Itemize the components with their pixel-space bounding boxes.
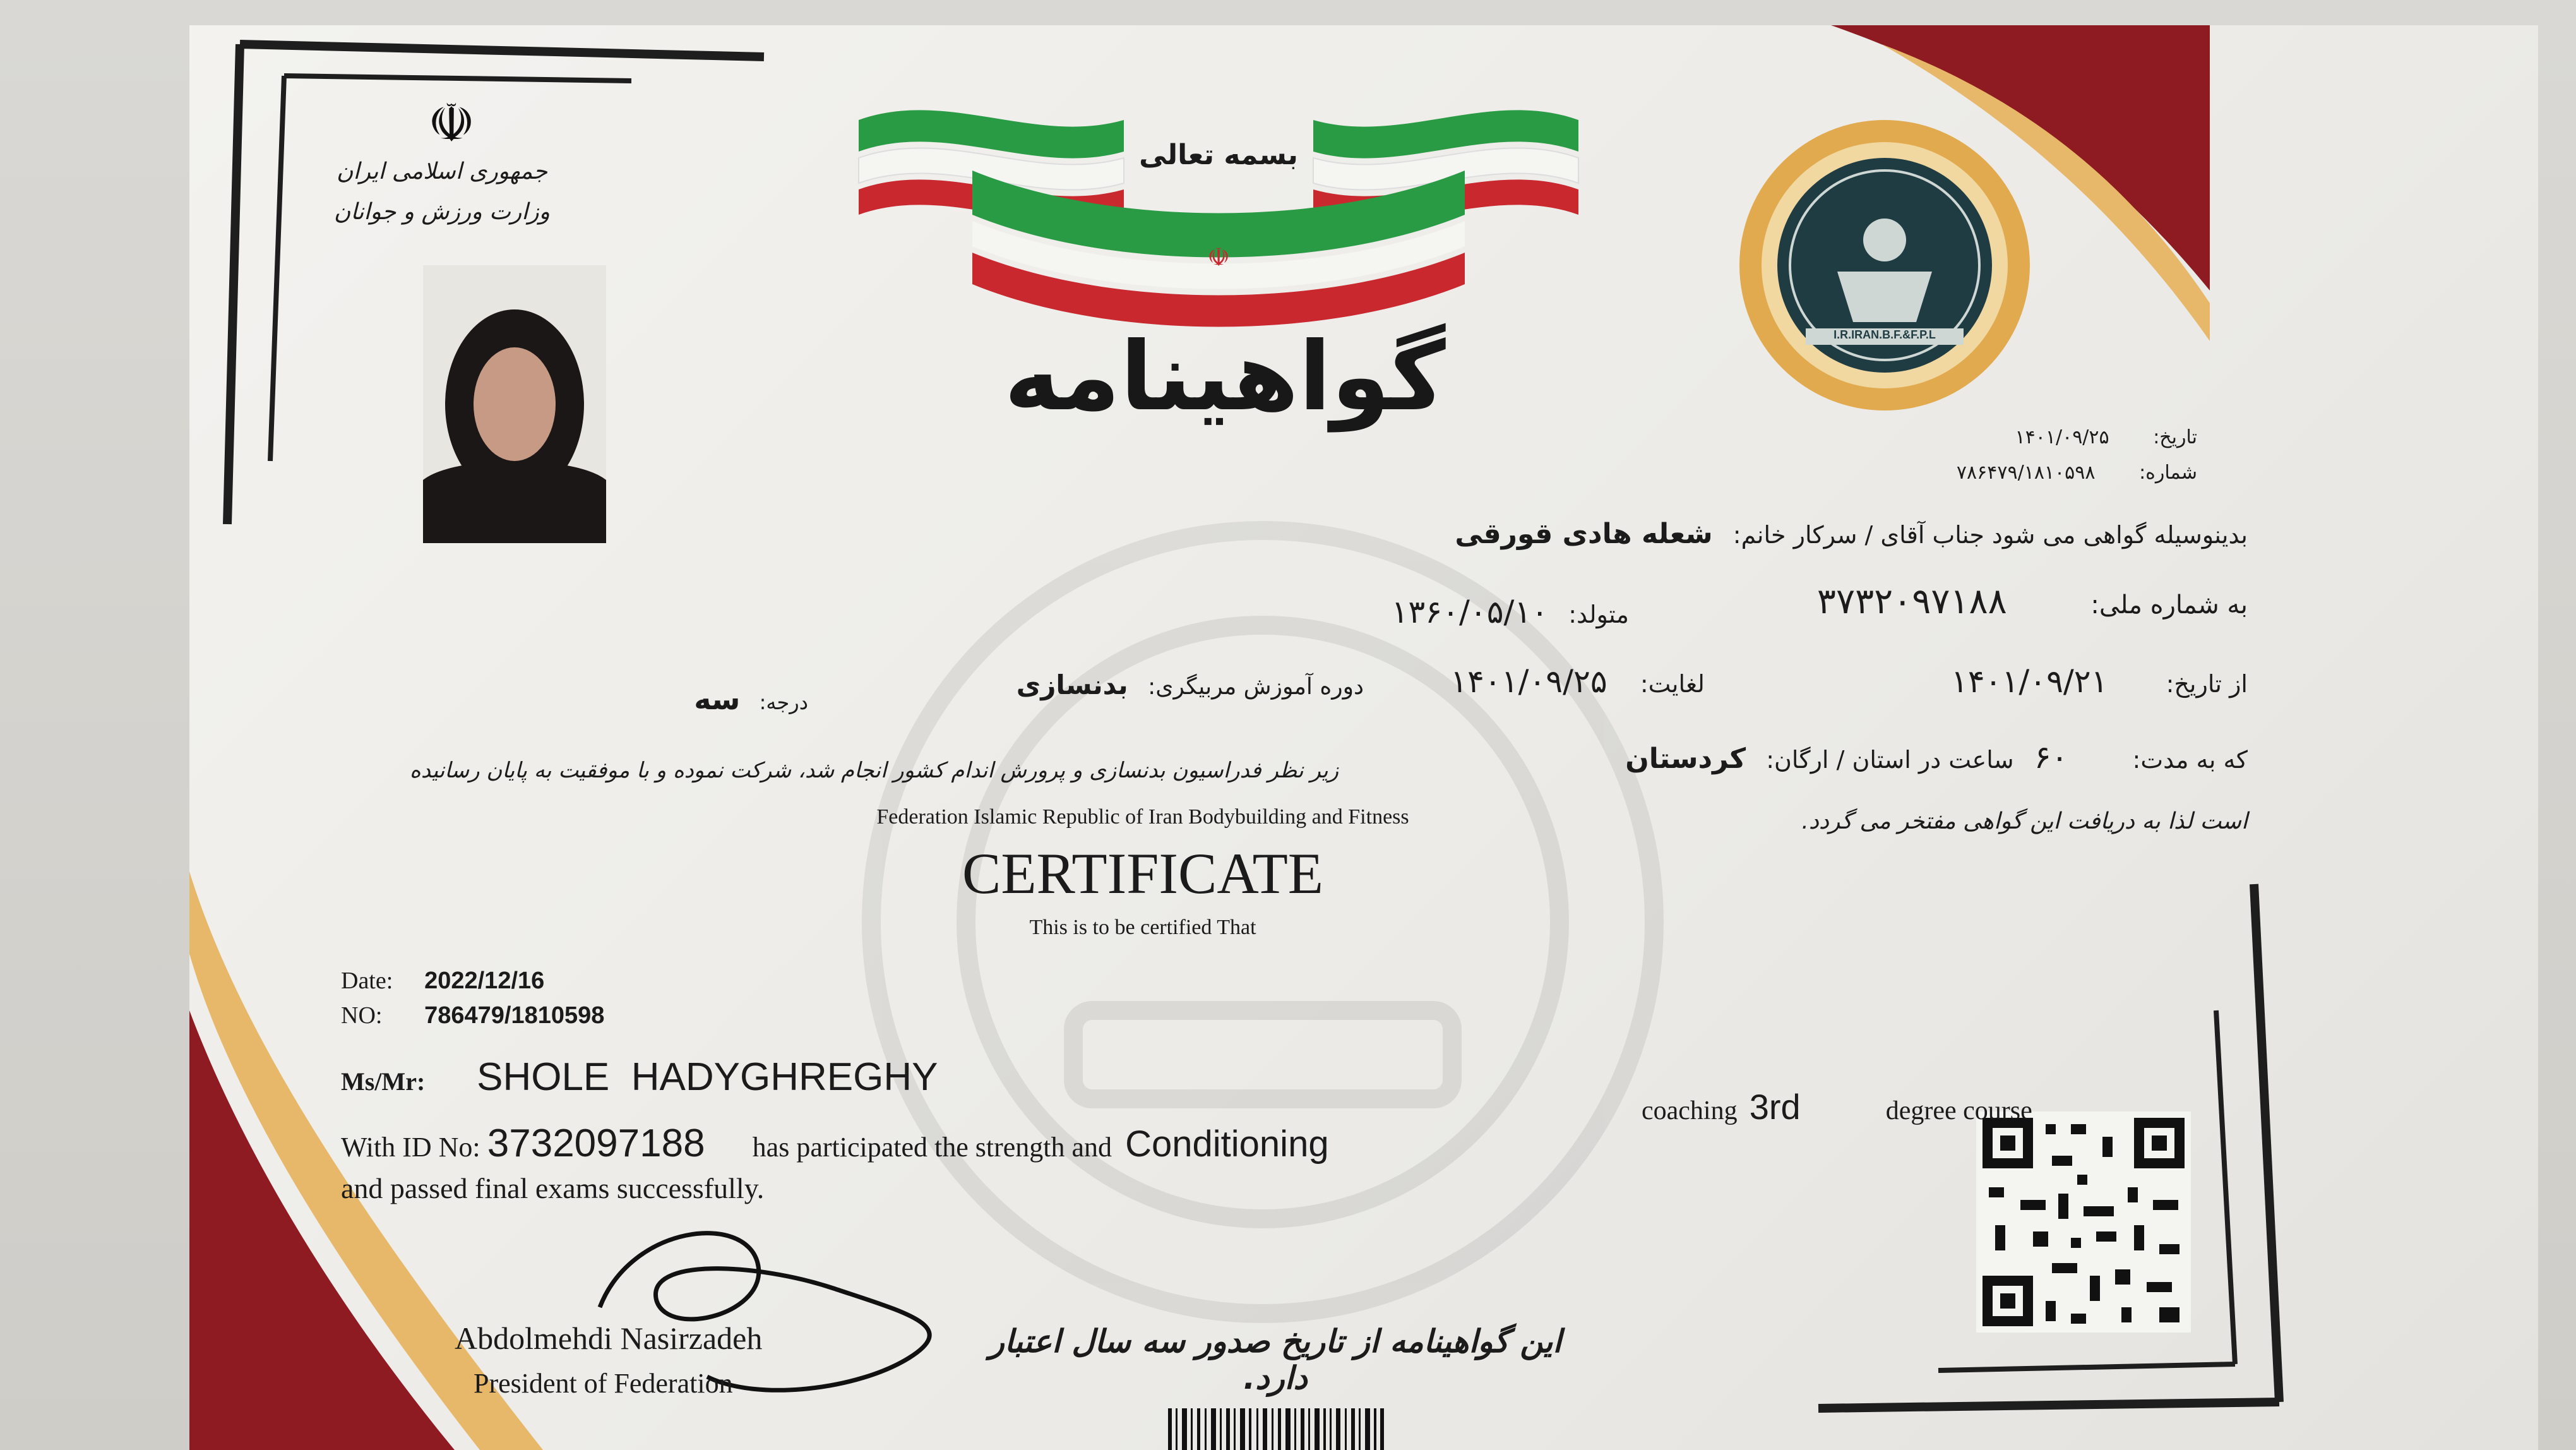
body-fa-id (1705, 581, 2248, 622)
signatory-title: President of Federation (474, 1368, 733, 1399)
body-fa-closing: است لذا به دریافت این گواهی مفتخر می گردد. (1801, 808, 2248, 834)
ministry-heading (316, 152, 568, 232)
degree-course-en: degree course (1885, 1096, 2032, 1125)
meta-date-value: ۱۴۰۱/۰۹/۲۵ (2015, 426, 2109, 448)
signature-scribble (600, 1233, 929, 1391)
body-fa-born (1174, 594, 1629, 630)
qr-code-icon[interactable] (1976, 1111, 2191, 1333)
degree-value-fa: سه (694, 682, 741, 716)
certificate-paper (189, 25, 2538, 1450)
province-fa: کردستان (1625, 743, 1746, 775)
meta-number-label: شماره: (2139, 462, 2197, 484)
meta-number-value: ۷۸۶۴۷۹/۱۸۱۰۵۹۸ (1956, 462, 2096, 484)
body-fa-supervision: زیر نظر فدراسیون بدنسازی و پرورش اندام کشور انجام شد، شرکت نموده و با موفقیت به پایان رسانیده (409, 758, 1339, 783)
participated-text-en: has participated the strength and (752, 1132, 1112, 1163)
degree-label-fa: درجه: (759, 690, 808, 714)
course-label-fa: دوره آموزش مربیگری: (1148, 674, 1364, 700)
portrait-photo (423, 265, 606, 543)
certificate-title-en: CERTIFICATE (962, 841, 1324, 906)
id-label-en: With ID No: (341, 1132, 480, 1163)
validity-note-fa: این گواهینامه از تاریخ صدور سه سال اعتبار دارد. (989, 1323, 1562, 1396)
duration-value-fa: ۶۰ (2034, 739, 2068, 776)
born-label-fa: متولد: (1568, 601, 1629, 628)
id-label-fa: به شماره ملی: (2090, 590, 2248, 620)
date-label-en: Date: (341, 968, 393, 994)
degree-value-en: 3rd (1749, 1087, 1801, 1127)
banner-emblem-icon: ☫ (1207, 243, 1230, 272)
from-label-fa: از تاریخ: (2166, 670, 2248, 698)
name-row-en (341, 1055, 938, 1099)
from-value-fa: ۱۴۰۱/۰۹/۲۱ (1950, 663, 2108, 700)
federation-seal (1739, 120, 2030, 410)
born-value-fa: ۱۳۶۰/۰۵/۱۰ (1391, 594, 1549, 630)
id-row-en (341, 1121, 1329, 1166)
certificate-title-fa: گواهینامه (1004, 322, 1446, 432)
course-value-en: Conditioning (1125, 1123, 1329, 1165)
id-value-en: 3732097188 (487, 1122, 705, 1165)
number-label-en: NO: (341, 1002, 383, 1029)
seal-text: I.R.IRAN.B.F.&F.P.L (1834, 328, 1936, 341)
date-row-en (341, 966, 544, 995)
name-label-en: Ms/Mr: (341, 1067, 426, 1096)
body-fa-to (1376, 663, 1705, 700)
federation-name-en: Federation Islamic Republic of Iran Bodybuilding and Fitness (876, 805, 1409, 829)
duration-unit-fa: ساعت در استان / ارگان: (1766, 746, 2014, 774)
meta-fa-block (1818, 420, 2197, 491)
body-fa-degree (543, 682, 808, 716)
course-value-fa: بدنسازی (1016, 669, 1128, 700)
to-value-fa: ۱۴۰۱/۰۹/۲۵ (1450, 663, 1607, 700)
number-value-en: 786479/1810598 (424, 1002, 605, 1029)
barcode-icon (1168, 1408, 1384, 1450)
body-fa-line-1 (1136, 518, 2248, 550)
passed-line-en: and passed final exams successfully. (341, 1172, 765, 1204)
to-label-fa: لغایت: (1640, 670, 1705, 698)
name-value-en: SHOLE HADYGHREGHY (477, 1055, 938, 1099)
recipient-name-fa: شعله هادی قورقی (1455, 518, 1713, 550)
body-fa-duration (1465, 739, 2248, 776)
body-fa-course (1010, 669, 1364, 700)
iran-emblem-icon: ☫ (427, 92, 475, 154)
bismillah-text: بسمه تعالی (1139, 139, 1298, 171)
coaching-label-en: coaching (1642, 1096, 1738, 1125)
number-row-en (341, 1001, 604, 1029)
meta-date-label: تاریخ: (2153, 426, 2197, 448)
date-value-en: 2022/12/16 (424, 968, 545, 994)
duration-label-fa: که به مدت: (2132, 746, 2248, 774)
lead-text: بدینوسیله گواهی می شود جناب آقای / سرکار خانم: (1732, 521, 2248, 549)
certify-line: This is to be certified That (1029, 916, 1256, 939)
ministry-line-2: وزارت ورزش و جوانان (333, 199, 551, 225)
degree-row-en (1642, 1086, 2032, 1127)
id-value-fa: ۳۷۳۲۰۹۷۱۸۸ (1816, 581, 2007, 622)
body-fa-from (1717, 663, 2248, 700)
ministry-line-1: جمهوری اسلامی ایران (337, 159, 547, 184)
signatory-name: Abdolmehdi Nasirzadeh (455, 1321, 763, 1356)
